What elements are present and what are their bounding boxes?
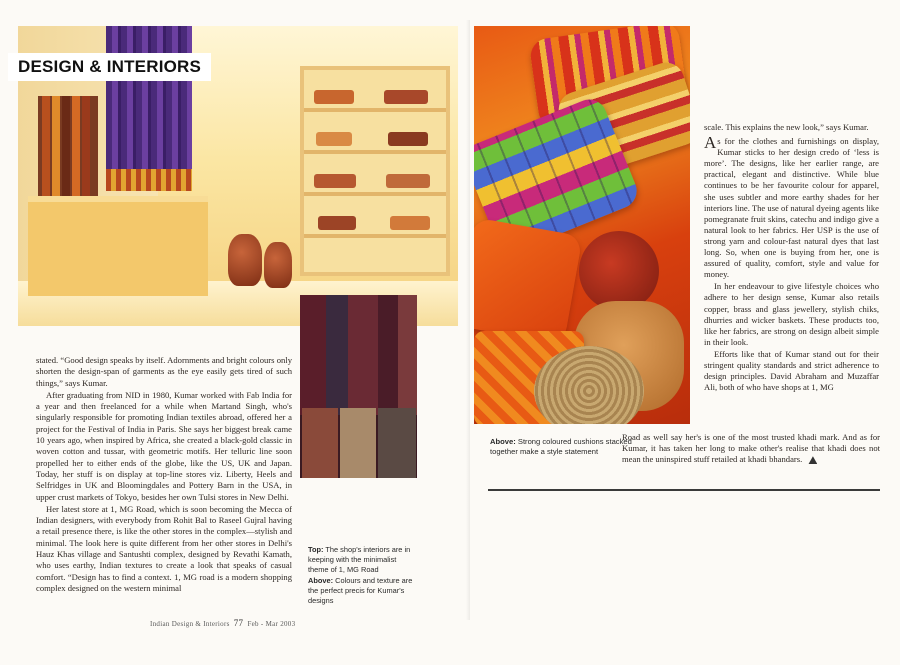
right-article-column [704,122,879,394]
folio-magazine: Indian Design & Interiors [150,620,230,628]
cushion [474,217,583,344]
cushions-photo [474,26,690,424]
page-folio [150,618,400,628]
section-header [8,53,211,81]
paragraph-text: s for the clothes and furnishings on display, Kumar sticks to her design credo of ‘less is more’. The designs, like her earlier range, are practical, elegant and distinctive. While blue continues to be her favourite colour for apparel, she uses subtler and more earthy shades for her interiors line. The use of natural dyeing agents like pomegranate fruit skins, catechu and indigo give a natural look to her fabrics. Her USP is the use of strong yarn and colour-fast natural dyes that last long. So, when one is buying from her, one is assured of quality, comfort, style and value for money. [704,136,879,280]
folio-page-number: 77 [233,618,244,628]
article-paragraph: stated. “Good design speaks by itself. Adornments and bright colours only shorten the design-span of garments as the eye easily gets tired of such things,” says Kumar. [36,355,292,388]
caption-label: Above: [490,437,516,446]
shelf-unit [300,66,450,276]
cloth-bundle [579,231,659,311]
article-paragraph [704,133,879,280]
caption-text: Strong coloured cushions stacked together make a style statement [490,437,632,457]
clay-pot [264,242,292,288]
hanging-textile [106,26,192,191]
article-paragraph [704,122,879,133]
drop-cap: A [704,133,717,153]
end-of-article-icon [808,456,817,464]
caption-top-text: The shop's interiors are in keeping with the minimalist theme of 1, MG Road [308,545,411,575]
article-paragraph: Efforts like that of Kumar stand out for their stringent quality standards and strict adherence to design principles. David Abraham and Muzaffar Ali, both of who have shops at 1, MG [704,348,879,393]
article-ending [622,432,880,465]
caption-above-text: Colours and texture are the perfect precis for Kumar's designs [308,575,413,606]
paragraph-text: scale. This explains the new look,” says Kumar. [704,122,869,132]
caption-above-label: Above: [308,575,334,585]
left-photo-caption [308,545,418,606]
right-page [470,0,900,665]
left-article-column [36,355,292,603]
clay-pot [228,234,262,286]
folio-issue: Feb - Mar 2003 [247,620,296,628]
article-paragraph: In her endeavour to give lifestyle choices who adhere to her design sense, Kumar also retails copper, brass and glass jewellery, stylish chiks, dhurries and wicker baskets. These products too, like her fabrics, are strong on design albeit simple in their look. [704,281,879,347]
article-paragraph: Her latest store at 1, MG Road, which is soon becoming the Mecca of Indian designers, with everybody from Rohit Bal to Raseel Gujral having a retail presence there, is like the other stores in the complex—stylish and minimal. The look here is quite different from her other stores in Delhi's Hauz Khas village and Santushti complex, designed by Revathi Kamath, who uses earthy, Indian textures to create a look that speaks of casual comfort. “Design has to find a context. 1, MG road is a modern shopping complex designed on the western minimal [36,503,292,593]
fabric-photo [300,295,417,478]
caption-top-label: Top: [308,545,324,554]
section-label: DESIGN & INTERIORS [18,57,202,76]
article-paragraph: After graduating from NID in 1980, Kumar worked with Fab India for a year and then freelanced for a while when Martand Singh, who's singularly responsible for promoting Indian textiles abroad, offered her a project for the Festival of India in Paris. She says her biggest break came 10 years ago, when inspired by Africa, she created a black-gold classic in woven cotton and tussar, with geometric motifs. Her telluric line soon propelled her to either ends of the globe, like the US, UK and Japan. Today, her stuff is on display at top-line stores viz. Liberty, Heels and Selfridges in UK and Bloomingdales and Pottery Barn in the USA, in upper crust markets of Tokyo, besides her own Tulsi stores in New Delhi. [36,389,292,502]
bottom-rule [488,489,880,491]
display-counter [28,196,208,296]
ending-text: Road as well say her's is one of the most trusted khadi mark. And as for Kumar, it has taken her long to make other's realise that khadi does not mean the uninspired stuff retailed at khadi bhandars. [622,432,880,465]
